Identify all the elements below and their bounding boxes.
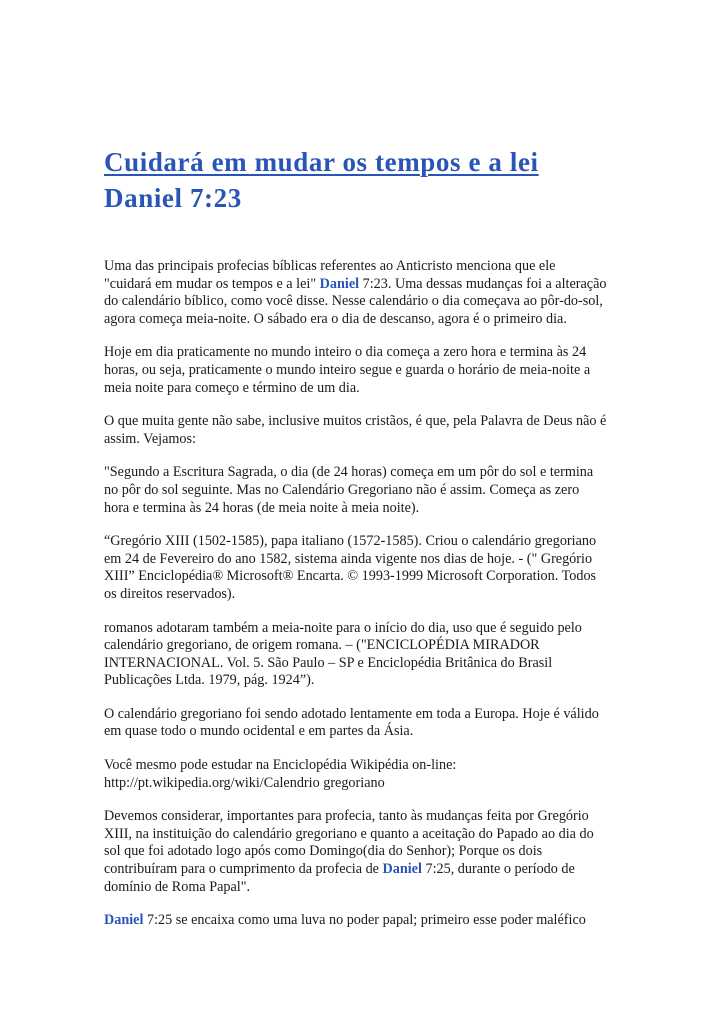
text-segment: XIII, na instituição do calendário gregoriano e quanto a aceitação do Papado ao dia do bbox=[104, 825, 594, 842]
paragraph bbox=[104, 757, 684, 792]
paragraph-line bbox=[104, 258, 684, 276]
paragraph-line bbox=[104, 706, 684, 724]
title-reference: Daniel 7:23 bbox=[104, 183, 242, 213]
text-segment: Uma das principais profecias bíblicas referentes ao Anticristo menciona que ele bbox=[104, 258, 556, 274]
paragraph-line bbox=[104, 775, 684, 793]
paragraph-line bbox=[104, 826, 684, 844]
paragraph-line bbox=[104, 276, 684, 294]
text-segment: calendário gregoriano, de origem romana. – ("ENCICLOPÉDIA MIRADOR bbox=[104, 637, 540, 654]
text-segment: INTERNACIONAL. Vol. 5. São Paulo – SP e Enciclopédia Britânica do Brasil bbox=[104, 654, 553, 671]
paragraph-line bbox=[104, 843, 684, 861]
paragraph-line bbox=[104, 879, 684, 897]
paragraph bbox=[104, 344, 684, 397]
text-segment: 7:25 se encaixa como uma luva no poder papal; primeiro esse poder maléfico bbox=[143, 912, 586, 929]
scripture-reference-link[interactable]: Daniel bbox=[319, 275, 360, 292]
text-segment: horas, ou seja, praticamente o mundo inteiro segue e guarda o horário de meia-noite a bbox=[104, 361, 591, 378]
title-link[interactable]: Cuidará em mudar os tempos e a lei bbox=[104, 147, 539, 177]
paragraph bbox=[104, 620, 684, 690]
paragraph-line bbox=[104, 568, 684, 586]
document-page bbox=[104, 0, 684, 946]
paragraph bbox=[104, 912, 684, 930]
paragraph-line bbox=[104, 861, 684, 879]
document-title bbox=[104, 144, 684, 216]
paragraph-line bbox=[104, 293, 684, 311]
paragraph-line bbox=[104, 808, 684, 826]
text-segment: no pôr do sol seguinte. Mas no Calendário Gregoriano não é assim. Começa as zero bbox=[104, 481, 580, 498]
paragraph-line bbox=[104, 533, 684, 551]
paragraph bbox=[104, 258, 684, 328]
text-segment: O calendário gregoriano foi sendo adotado lentamente em toda a Europa. Hoje é válido bbox=[104, 705, 599, 722]
paragraph-line bbox=[104, 672, 684, 690]
text-segment: Hoje em dia praticamente no mundo inteiro o dia começa a zero hora e termina às 24 bbox=[104, 344, 587, 361]
paragraph bbox=[104, 464, 684, 517]
text-segment: em 24 de Fevereiro do ano 1582, sistema ainda vigente nos dias de hoje. - (" Gregório bbox=[104, 550, 593, 567]
paragraph-line bbox=[104, 586, 684, 604]
text-segment: meia noite para começo e término de um dia. bbox=[104, 379, 360, 396]
paragraph-line bbox=[104, 311, 684, 329]
paragraph bbox=[104, 413, 684, 448]
text-segment: Você mesmo pode estudar na Enciclopédia Wikipédia on-line: bbox=[104, 757, 457, 774]
text-segment: O que muita gente não sabe, inclusive muitos cristãos, é que, pela Palavra de Deus não é bbox=[104, 413, 607, 430]
text-segment: do calendário bíblico, como você disse. Nesse calendário o dia começava ao pôr-do-sol, bbox=[104, 293, 603, 310]
paragraph-line bbox=[104, 413, 684, 431]
text-segment: domínio de Roma Papal". bbox=[104, 878, 251, 895]
scripture-reference-link[interactable]: Daniel bbox=[382, 861, 422, 878]
text-segment: XIII” Enciclopédia® Microsoft® Encarta. © 1993-1999 Microsoft Corporation. Todos bbox=[104, 568, 597, 585]
paragraph-line bbox=[104, 344, 684, 362]
text-segment: 7:25, durante o período de bbox=[421, 861, 575, 878]
paragraph-line bbox=[104, 551, 684, 569]
paragraph-line bbox=[104, 723, 684, 741]
text-segment: os direitos reservados). bbox=[104, 585, 236, 602]
text-segment: "cuidará em mudar os tempos e a lei" bbox=[104, 275, 320, 292]
paragraph bbox=[104, 533, 684, 603]
paragraph-line bbox=[104, 655, 684, 673]
paragraph-line bbox=[104, 380, 684, 398]
document-body bbox=[104, 258, 684, 930]
paragraph-line bbox=[104, 362, 684, 380]
text-segment: Publicações Ltda. 1979, pág. 1924”). bbox=[104, 672, 315, 689]
text-segment: romanos adotaram também a meia-noite para o início do dia, uso que é seguido pelo bbox=[104, 619, 582, 636]
paragraph-line bbox=[104, 500, 684, 518]
text-segment: "Segundo a Escritura Sagrada, o dia (de 24 horas) começa em um pôr do sol e termina bbox=[104, 464, 594, 481]
paragraph-line bbox=[104, 620, 684, 638]
text-segment: em quase todo o mundo ocidental e em partes da Ásia. bbox=[104, 723, 414, 740]
paragraph-line bbox=[104, 912, 684, 930]
paragraph-line bbox=[104, 757, 684, 775]
text-segment: hora e termina às 24 horas (de meia noite à meia noite). bbox=[104, 499, 420, 516]
text-segment: 7:23. Uma dessas mudanças foi a alteração bbox=[359, 275, 607, 292]
paragraph-line bbox=[104, 482, 684, 500]
text-segment: contribuíram para o cumprimento da profecia de bbox=[104, 861, 383, 878]
text-segment: Devemos considerar, importantes para profecia, tanto às mudanças feita por Gregório bbox=[104, 808, 589, 825]
paragraph bbox=[104, 808, 684, 896]
text-segment: sol que foi adotado logo após como Domingo(dia do Senhor); Porque os dois bbox=[104, 843, 543, 860]
text-segment: agora começa meia-noite. O sábado era o dia de descanso, agora é o primeiro dia. bbox=[104, 310, 567, 327]
text-segment: “Gregório XIII (1502-1585), papa italiano (1572-1585). Criou o calendário gregoriano bbox=[104, 533, 597, 550]
text-segment: assim. Vejamos: bbox=[104, 430, 196, 447]
scripture-reference-link[interactable]: Daniel bbox=[104, 912, 144, 929]
paragraph-line bbox=[104, 464, 684, 482]
text-segment: http://pt.wikipedia.org/wiki/Calendrio gregoriano bbox=[104, 774, 385, 791]
paragraph bbox=[104, 706, 684, 741]
paragraph-line bbox=[104, 431, 684, 449]
paragraph-line bbox=[104, 637, 684, 655]
